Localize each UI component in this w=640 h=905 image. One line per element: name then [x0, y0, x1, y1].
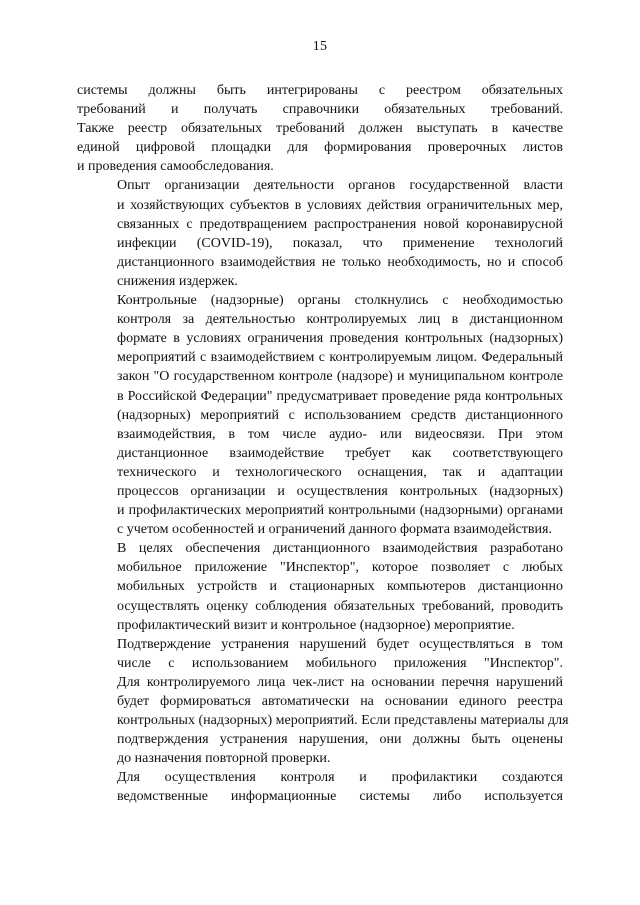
text-line: (надзорных) мероприятий с использованием средств дистанционного: [117, 407, 563, 423]
text-line: В целях обеспечения дистанционного взаимодействия разработано: [117, 541, 563, 557]
text-line: осуществлять оценку соблюдения обязательных требований, проводить: [117, 598, 563, 614]
text-line: технического и технологического оснащения, так и адаптации: [117, 464, 563, 480]
paragraph: [77, 768, 563, 806]
paragraph: [77, 635, 569, 769]
text-line: контроля за деятельностью контролируемых лиц в дистанционном: [117, 312, 563, 328]
text-line: ведомственные информационные системы либо используется: [117, 789, 563, 805]
paragraph: [77, 81, 563, 176]
text-line: подтверждения устранения нарушения, они должны быть оценены: [117, 732, 563, 748]
text-line: Также реестр обязательных требований должен выступать в качестве: [77, 121, 563, 137]
text-line: профилактический визит и контрольное (надзорное) мероприятие.: [117, 617, 515, 633]
text-line: Для контролируемого лица чек-лист на основании перечня нарушений: [117, 674, 563, 690]
text-line: процессов организации и осуществления контрольных (надзорных): [117, 483, 563, 499]
text-line: требований и получать справочники обязательных требований.: [77, 102, 563, 118]
text-line: системы должны быть интегрированы с реестром обязательных: [77, 83, 563, 98]
text-line: дистанционного взаимодействия не только необходимость, но и способ: [117, 254, 563, 270]
text-line: снижения издержек.: [117, 273, 238, 289]
paragraph: [77, 539, 563, 634]
text-line: связанных с предотвращением распространения новой коронавирусной: [117, 216, 563, 232]
text-line: контрольных (надзорных) мероприятий. Если представлены материалы для: [117, 713, 569, 729]
text-line: Подтверждение устранения нарушений будет осуществляться в том: [117, 636, 563, 652]
text-line: мобильных устройств и стационарных компьютеров дистанционно: [117, 579, 563, 595]
text-line: формате в условиях ограничения проведения контрольных (надзорных): [117, 331, 563, 347]
text-line: с учетом особенностей и ограничений данного формата взаимодействия.: [117, 522, 552, 538]
text-line: в Российской Федерации" предусматривает проведение ряда контрольных: [117, 388, 563, 404]
text-line: и проведения самообследования.: [77, 159, 274, 175]
text-line: закон "О государственном контроле (надзоре) и муниципальном контроле: [117, 369, 563, 385]
text-line: дистанционное взаимодействие требует как соответствующего: [117, 445, 563, 461]
text-line: взаимодействия, в том числе аудио- или видеосвязи. При этом: [117, 426, 563, 442]
text-line: Опыт организации деятельности органов государственной власти: [117, 178, 563, 194]
text-line: мобильное приложение "Инспектор", которое позволяет с любых: [117, 560, 563, 576]
text-line: мероприятий с взаимодействием с контролируемым лицом. Федеральный: [117, 350, 563, 366]
text-line: единой цифровой площадки для формирования проверочных листов: [77, 140, 563, 156]
text-line: Контрольные (надзорные) органы столкнулись с необходимостью: [117, 293, 563, 309]
text-line: инфекции (COVID-19), показал, что применение технологий: [117, 235, 563, 251]
text-line: и профилактических мероприятий контрольными (надзорными) органами: [117, 503, 563, 519]
body-text: [77, 81, 569, 807]
paragraph: [77, 291, 563, 539]
text-line: будет формироваться автоматически на основании единого реестра: [117, 694, 563, 709]
text-line: Для осуществления контроля и профилактики создаются: [117, 770, 563, 786]
paragraph: [77, 176, 563, 291]
page-number: 15: [312, 39, 328, 54]
text-line: и хозяйствующих субъектов в условиях действия ограничительных мер,: [117, 197, 563, 213]
text-line: числе с использованием мобильного приложения "Инспектор".: [117, 655, 563, 671]
document-page: [77, 38, 569, 807]
text-line: до назначения повторной проверки.: [117, 751, 331, 767]
